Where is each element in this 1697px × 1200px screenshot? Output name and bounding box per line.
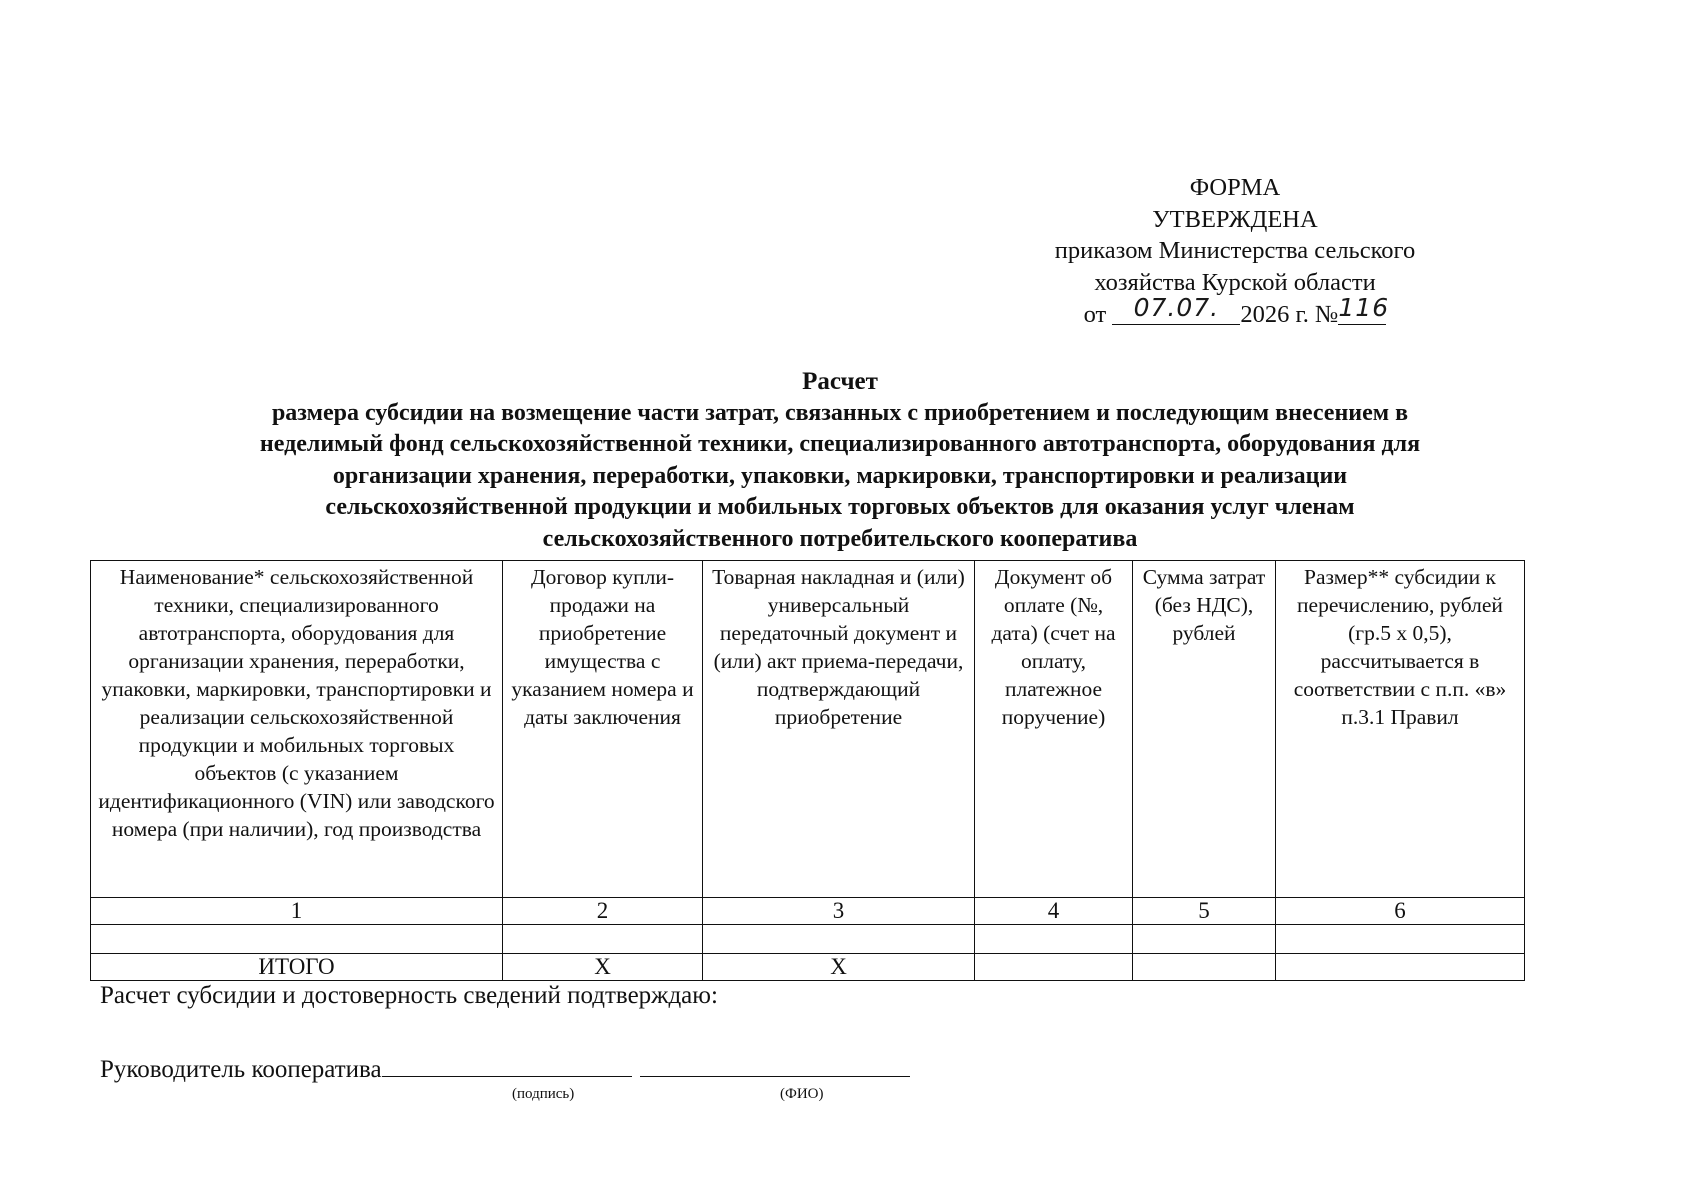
form-label: ФОРМА (1189, 174, 1281, 201)
header-cell-invoice: Товарная накладная и (или) универсальный передаточный документ и (или) акт приема-передачи, подтверждающий приобретение (703, 561, 975, 898)
header-cell-cost: Сумма затрат (без НДС), рублей (1133, 561, 1276, 898)
table-cell[interactable] (91, 925, 503, 954)
table-row (91, 925, 1525, 954)
title-line: сельскохозяйственного потребительского кооператива (542, 525, 1138, 552)
approval-date-line (1000, 293, 1470, 331)
column-number: 6 (1276, 898, 1525, 925)
handwritten-date: 07.07. (1133, 293, 1220, 322)
total-row (91, 954, 1525, 981)
number-field (1338, 293, 1390, 325)
header-cell-subsidy: Размер** субсидии к перечислению, рублей (гр.5 х 0,5), рассчитывается в соответствии с п.п. «в» п.3.1 Правил (1276, 561, 1525, 898)
table-cell[interactable] (503, 925, 703, 954)
fio-caption: (ФИО) (780, 1086, 824, 1102)
header-cell-payment: Документ об оплате (№, дата) (счет на оплату, платежное поручение) (975, 561, 1133, 898)
title-line: сельскохозяйственной продукции и мобильных торговых объектов для оказания услуг членам (325, 494, 1355, 520)
signature-field[interactable] (382, 1052, 632, 1077)
approved-label: УТВЕРЖДЕНА (1152, 205, 1318, 233)
table-header-row (91, 561, 1525, 898)
table-cell[interactable] (1276, 925, 1525, 954)
approval-stamp (1000, 172, 1470, 331)
from-label: от (1083, 301, 1107, 328)
document-title (130, 366, 1550, 555)
subsidy-table (90, 560, 1525, 981)
confirmation-text: Расчет субсидии и достоверность сведений подтверждаю: (100, 982, 718, 1009)
signer-label: Руководитель кооператива (100, 1056, 382, 1083)
column-number: 4 (975, 898, 1133, 925)
header-cell-name: Наименование* сельскохозяйственной техники, специализированного автотранспорта, оборудования для организации хранения, переработки, упаковки, маркировки, транспортировки и реализации сельскохозяйственной продукции и мобильных торговых объектов (с указанием идентификационного (VIN) или заводского номера (при наличии), год производства (91, 561, 503, 898)
header-cell-contract: Договор купли-продажи на приобретение имущества с указанием номера и даты заключения (503, 561, 703, 898)
title-heading: Расчет (802, 368, 878, 395)
column-number: 3 (703, 898, 975, 925)
table-cell[interactable] (1133, 925, 1276, 954)
title-line: размера субсидии на возмещение части затрат, связанных с приобретением и последующим внесением в (271, 399, 1409, 426)
title-line: неделимый фонд сельскохозяйственной техники, специализированного автотранспорта, оборудования для (259, 431, 1421, 457)
total-cell-subsidy[interactable] (1276, 954, 1525, 981)
approval-order-line1: приказом Министерства сельского (1054, 237, 1416, 264)
total-label: ИТОГО (91, 954, 503, 981)
signature-caption: (подпись) (512, 1086, 575, 1102)
approval-order-line2: хозяйства Курской области (1094, 268, 1376, 296)
total-cell-cost[interactable] (1133, 954, 1276, 981)
date-field (1112, 293, 1240, 325)
column-number: 5 (1133, 898, 1276, 925)
table-cell[interactable] (975, 925, 1133, 954)
total-cell-contract: Х (503, 954, 703, 981)
total-cell-invoice: Х (703, 954, 975, 981)
signature-line (100, 1052, 910, 1084)
handwritten-number: 116 (1338, 293, 1390, 322)
column-number-row (91, 898, 1525, 925)
title-line: организации хранения, переработки, упаковки, маркировки, транспортировки и реализации (332, 462, 1348, 489)
table-cell[interactable] (703, 925, 975, 954)
year-text: 2026 г. № (1240, 301, 1339, 328)
total-cell-payment[interactable] (975, 954, 1133, 981)
column-number: 2 (503, 898, 703, 925)
fio-field[interactable] (640, 1052, 910, 1077)
column-number: 1 (91, 898, 503, 925)
